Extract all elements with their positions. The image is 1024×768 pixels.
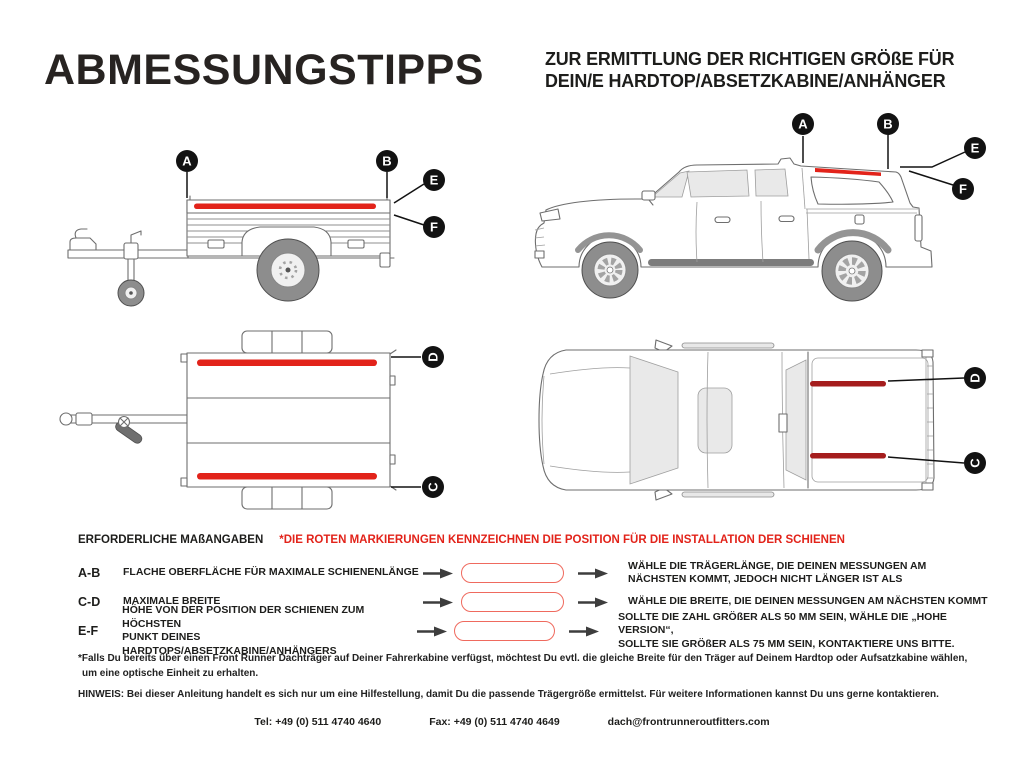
marker-e <box>964 137 986 159</box>
measurements-heading-row <box>78 534 845 546</box>
measure-input-ab[interactable] <box>461 563 564 583</box>
rail-stripe-top-1 <box>197 360 377 367</box>
svg-text:E: E <box>429 172 439 188</box>
row-desc-ab: FLACHE OBERFLÄCHE FÜR MAXIMALE SCHIENENLÄNGE <box>123 566 419 579</box>
marker-c <box>422 476 444 498</box>
subtitle-line-1: ZUR ERMITTLUNG DER RICHTIGEN GRÖßE FÜR <box>545 48 955 69</box>
rail-stripe-side <box>194 204 376 210</box>
svg-text:B: B <box>883 116 893 132</box>
footnote: *Falls Du bereits über einen Front Runner Dachträger auf Deiner Fahrerkabine verfügst, möchtest Du evtl. die gleiche Breite für den Träger auf Deinem Hardtop oder Aufsatzkabine wählen, um eine optische Einheit zu erhalten. <box>78 653 968 679</box>
contact-email: dach@frontrunneroutfitters.com <box>607 716 770 728</box>
svg-text:B: B <box>382 153 392 169</box>
arrow-right-icon <box>569 626 612 637</box>
measure-input-cd[interactable] <box>461 592 564 612</box>
marker-e <box>423 169 445 191</box>
svg-text:F: F <box>430 219 438 235</box>
marker-d <box>422 346 444 368</box>
arrow-right-icon <box>578 568 622 579</box>
bed-rail-stripe-2 <box>810 453 886 459</box>
marker-d <box>964 367 986 389</box>
contact-fax: Fax: +49 (0) 511 4740 4649 <box>429 716 560 728</box>
page-title: ABMESSUNGSTIPPS <box>44 46 484 94</box>
trailer-top-view-diagram <box>50 328 450 520</box>
marker-b <box>376 150 398 172</box>
row-instruction-ef: SOLLTE DIE ZAHL GRÖßER ALS 50 MM SEIN, WÄHLE DIE „HOHE VERSION“, SOLLTE SIE GRÖßER ALS 75 MM SEIN, KONTAKTIERE UNS BITTE. <box>618 610 955 650</box>
measure-row-ab <box>78 558 998 588</box>
svg-text:C: C <box>967 458 983 468</box>
row-instruction-cd: WÄHLE DIE BREITE, DIE DEINEN MESSUNGEN AM NÄCHSTEN KOMMT <box>628 595 988 608</box>
svg-text:D: D <box>967 373 983 383</box>
contact-tel: Tel: +49 (0) 511 4740 4640 <box>254 716 382 728</box>
row-label-ef: E-F <box>78 624 99 638</box>
row-desc-ef: HÖHE VON DER POSITION DER SCHIENEN ZUM HÖCHSTEN PUNKT DEINES HARDTOPS/ABSETZKABINE/ANHÄNGERS <box>122 604 365 657</box>
arrow-right-icon <box>423 597 461 608</box>
measurements-heading: ERFORDERLICHE MAßANGABEN <box>78 534 264 546</box>
svg-text:F: F <box>959 181 967 197</box>
svg-text:E: E <box>970 140 980 156</box>
truck-top-view-diagram <box>530 330 1000 525</box>
svg-text:A: A <box>182 153 192 169</box>
measure-input-ef[interactable] <box>454 621 555 641</box>
row-desc-cd: MAXIMALE BREITE <box>123 595 221 608</box>
trailer-side-view-diagram <box>50 136 450 320</box>
red-markings-note: *DIE ROTEN MARKIERUNGEN KENNZEICHNEN DIE POSITION FÜR DIE INSTALLATION DER SCHIENEN <box>279 534 845 546</box>
arrow-right-icon <box>578 597 622 608</box>
marker-f <box>952 178 974 200</box>
row-label-cd: C-D <box>78 595 101 609</box>
truck-side-view-diagram <box>530 110 1000 320</box>
marker-f <box>423 216 445 238</box>
svg-text:A: A <box>798 116 808 132</box>
row-instruction-ab: WÄHLE DIE TRÄGERLÄNGE, DIE DEINEN MESSUNGEN AM NÄCHSTEN KOMMT, JEDOCH NICHT LÄNGER IST ALS <box>628 559 927 585</box>
marker-a <box>176 150 198 172</box>
bed-rail-stripe-1 <box>810 381 886 387</box>
svg-text:D: D <box>425 352 441 362</box>
arrow-right-icon <box>423 568 461 579</box>
contact-footer <box>0 716 1024 728</box>
subtitle-line-2: DEIN/E HARDTOP/ABSETZKABINE/ANHÄNGER <box>545 70 946 91</box>
svg-text:C: C <box>425 482 441 492</box>
measure-row-ef <box>78 604 998 657</box>
row-label-ab: A-B <box>78 566 101 580</box>
rail-stripe-top-2 <box>197 473 377 480</box>
marker-a <box>792 113 814 135</box>
page-subtitle <box>545 48 954 92</box>
marker-c <box>964 452 986 474</box>
arrow-right-icon <box>417 626 454 637</box>
marker-b <box>877 113 899 135</box>
hinweis-note: HINWEIS: Bei dieser Anleitung handelt es sich nur um eine Hilfestellung, damit Du die passende Trägergröße ermittelst. Für weitere Informationen kannst Du uns gerne kontaktieren. <box>78 689 939 700</box>
